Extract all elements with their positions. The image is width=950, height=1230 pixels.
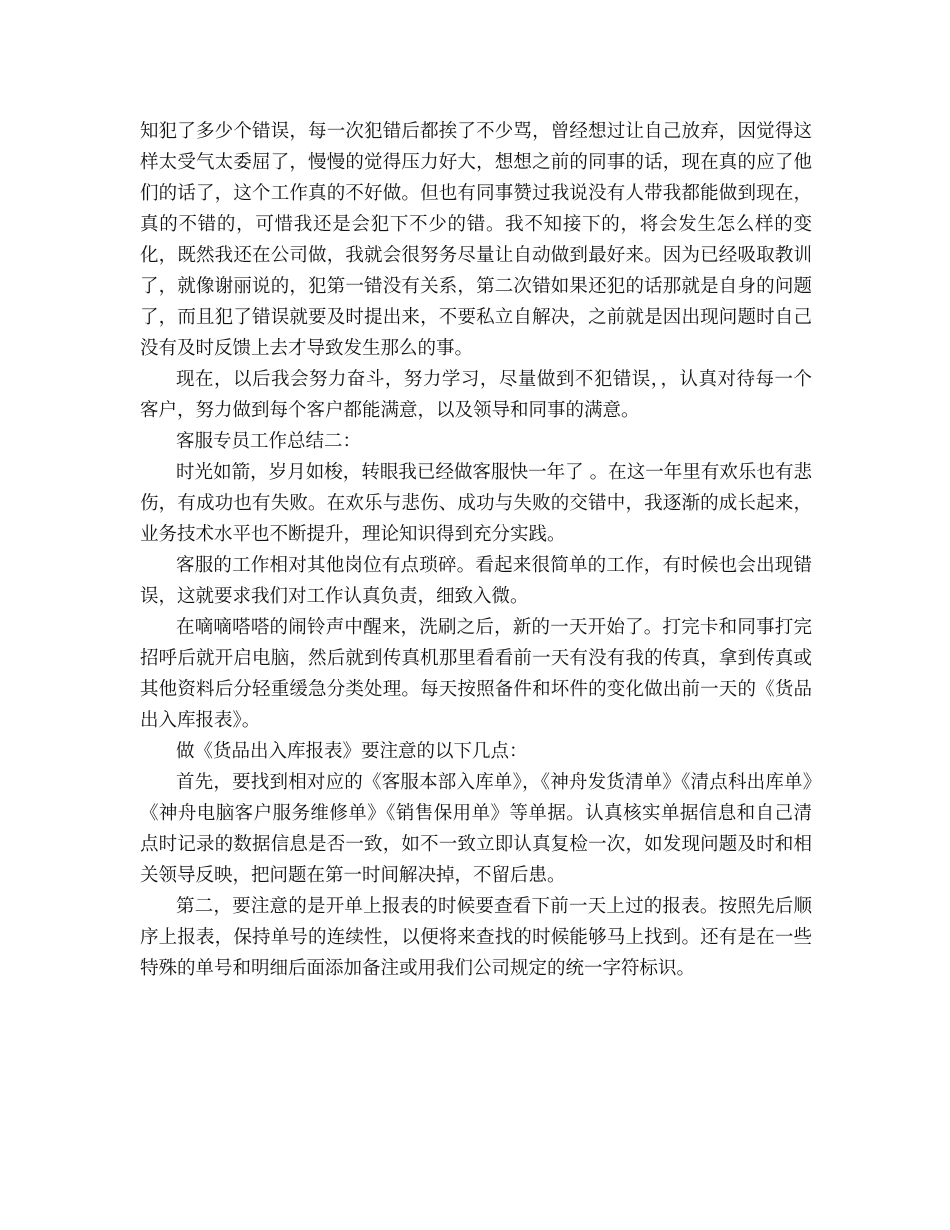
paragraph: 客服的工作相对其他岗位有点琐碎。看起来很简单的工作，有时候也会出现错误，这就要求我们对工作认真负责，细致入微。 [140,555,812,607]
paragraph: 时光如箭，岁月如梭，转眼我已经做客服快一年了 。在这一年里有欢乐也有悲伤，有成功也有失败。在欢乐与悲伤、成功与失败的交错中，我逐渐的成长起来，业务技术水平也不断提升，理论知识得到充分实践。 [140,462,812,545]
section-heading: 客服专员工作总结二： [176,431,362,452]
paragraph: 知犯了多少个错误，每一次犯错后都挨了不少骂，曾经想过让自己放弃，因觉得这样太受气太委屈了，慢慢的觉得压力好大，想想之前的同事的话，现在真的应了他们的话了，这个工作真的不好做。但也有同事赞过我说没有人带我都能做到现在，真的不错的，可惜我还是会犯下不少的错。我不知接下的，将会发生怎么样的变化，既然我还在公司做，我就会很努务尽量让自动做到最好来。因为已经吸取教训了，就像谢丽说的，犯第一错没有关系，第二次错如果还犯的话那就是自身的问题了，而且犯了错误就要及时提出来，不要私立自解决，之前就是因出现问题时自己没有及时反馈上去才导致发生那么的事。 [140,121,812,359]
paragraph: 现在，以后我会努力奋斗，努力学习，尽量做到不犯错误，，认真对待每一个客户，努力做到每个客户都能满意，以及领导和同事的满意。 [140,369,812,421]
paragraph: 首先，要找到相对应的《客服本部入库单》，《神舟发货清单》《清点科出库单》《神舟电脑客户服务维修单》《销售保用单》等单据。认真核实单据信息和自己清点时记录的数据信息是否一致，如不一致立即认真复检一次，如发现问题及时和相关领导反映，把问题在第一时间解决掉，不留后患。 [140,772,812,886]
paragraph: 做《货品出入库报表》要注意的以下几点： [176,741,528,762]
document-body [140,116,812,984]
paragraph: 在嘀嘀嗒嗒的闹铃声中醒来，洗刷之后，新的一天开始了。打完卡和同事打完招呼后就开启电脑，然后就到传真机那里看看前一天有没有我的传真，拿到传真或其他资料后分轻重缓急分类处理。每天按照备件和坏件的变化做出前一天的《货品出入库报表》。 [140,617,812,731]
paragraph: 第二，要注意的是开单上报表的时候要查看下前一天上过的报表。按照先后顺序上报表，保持单号的连续性，以便将来查找的时候能够马上找到。还有是在一些特殊的单号和明细后面添加备注或用我们公司规定的统一字符标识。 [140,896,812,979]
